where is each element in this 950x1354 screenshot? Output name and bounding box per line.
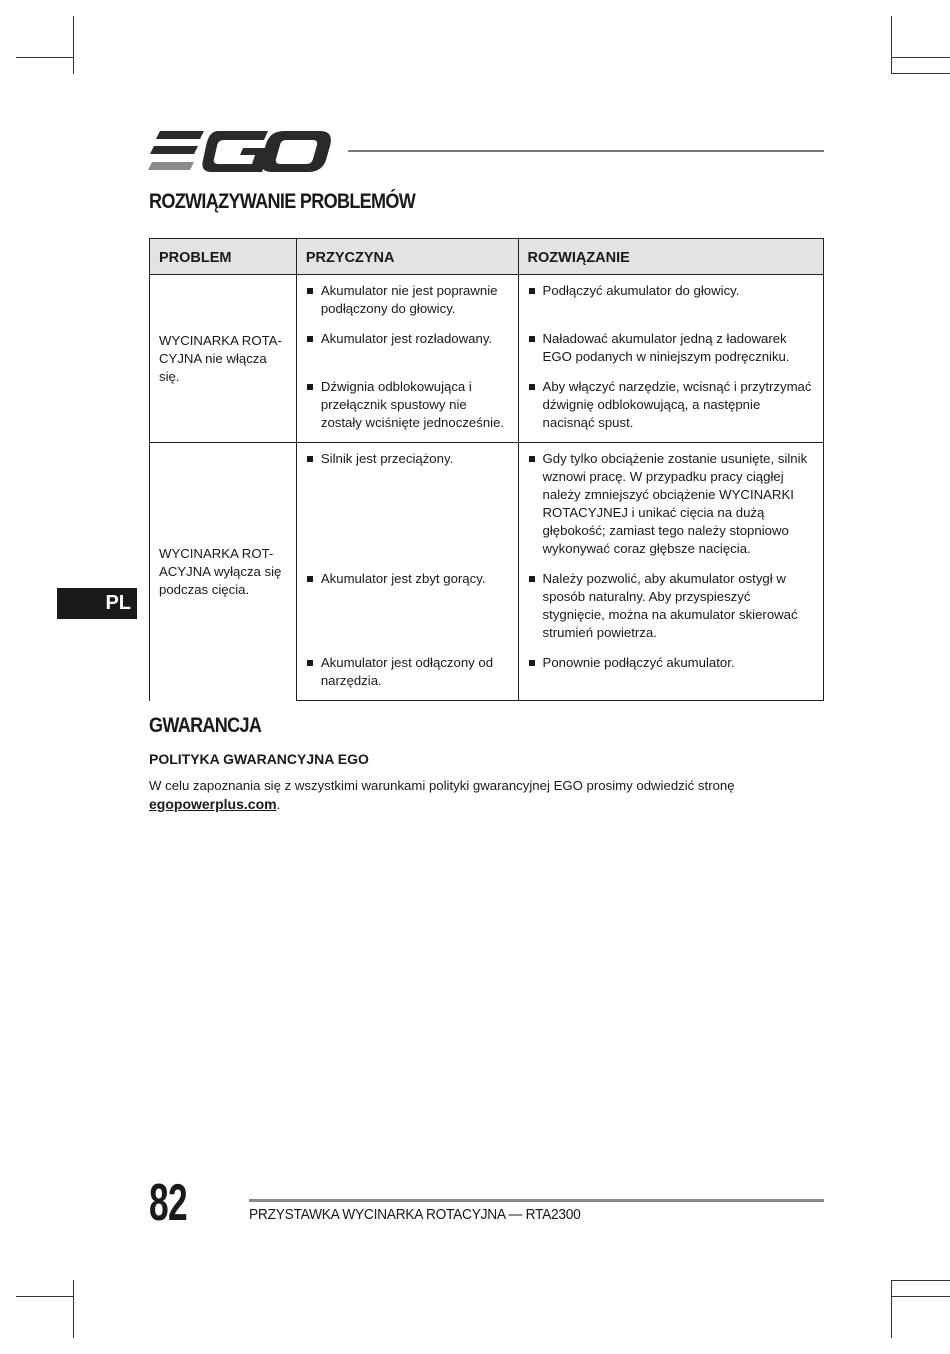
crop-mark [73, 16, 74, 74]
warranty-text: W celu zapoznania się z wszystkimi warunkami polityki gwarancyjnej EGO prosimy odwiedzić stronę egopowerplus.com. [149, 778, 735, 812]
solution-cell: Ponownie podłączyć akumulator. [518, 654, 823, 701]
bullet-icon [307, 576, 313, 582]
cause-cell: Akumulator nie jest poprawnie podłączony do głowicy. [296, 275, 518, 331]
cause-cell: Akumulator jest rozładowany. [296, 330, 518, 378]
column-header-cause: PRZYCZYNA [296, 239, 518, 275]
troubleshooting-table [149, 238, 824, 701]
footer-rule [249, 1199, 824, 1202]
bullet-icon [307, 336, 313, 342]
solution-cell: Aby włączyć narzędzie, wcisnąć i przytrzymać dźwignię odblokowującą, a następnie nacisnąć spust. [518, 378, 823, 443]
bullet-icon [529, 336, 535, 342]
solution-cell: Gdy tylko obciążenie zostanie usunięte, silnik wznowi pracę. W przypadku pracy ciągłej należy zmniejszyć obciążenie WYCINARKI ROTACYJNEJ i unikać cięcia na dużą głębokość; zamiast tego należy stopniowo wykonywać coraz głębsze nacięcia. [518, 443, 823, 571]
language-tab: PL [57, 588, 137, 619]
table-row [150, 275, 824, 331]
solution-cell: Naładować akumulator jedną z ładowarek EGO podanych w niniejszym podręczniku. [518, 330, 823, 378]
page-title: ROZWIĄZYWANIE PROBLEMÓW [149, 190, 416, 213]
warranty-link[interactable]: egopowerplus.com [149, 796, 277, 812]
page-number: 82 [149, 1174, 187, 1232]
crop-mark [891, 1296, 950, 1297]
crop-mark [891, 57, 950, 58]
bullet-icon [529, 456, 535, 462]
ego-logo [148, 128, 332, 174]
problem-cell: WYCINARKA ROT-ACYJNA wyłącza się podczas cięcia. [150, 443, 297, 701]
crop-mark [891, 1280, 892, 1338]
bullet-icon [529, 660, 535, 666]
cause-cell: Akumulator jest zbyt gorący. [296, 570, 518, 654]
bullet-icon [529, 576, 535, 582]
table-header-row [150, 239, 824, 275]
cause-cell: Silnik jest przeciążony. [296, 443, 518, 571]
crop-mark [891, 1280, 950, 1281]
cause-cell: Akumulator jest odłączony od narzędzia. [296, 654, 518, 701]
crop-mark [16, 1296, 74, 1297]
crop-mark [73, 1280, 74, 1338]
bullet-icon [529, 288, 535, 294]
crop-mark [891, 73, 950, 74]
cause-cell: Dźwignia odblokowująca i przełącznik spustowy nie zostały wciśnięte jednocześnie. [296, 378, 518, 443]
column-header-solution: ROZWIĄZANIE [518, 239, 823, 275]
problem-cell: WYCINARKA ROTA-CYJNA nie włącza się. [150, 275, 297, 443]
solution-cell: Podłączyć akumulator do głowicy. [518, 275, 823, 331]
solution-cell: Należy pozwolić, aby akumulator ostygł w sposób naturalny. Aby przyspieszyć stygnięcie, można na akumulator skierować strumień powietrza. [518, 570, 823, 654]
crop-mark [891, 16, 892, 74]
bullet-icon [529, 384, 535, 390]
bullet-icon [307, 384, 313, 390]
header-rule [348, 150, 824, 152]
table-row [150, 443, 824, 571]
bullet-icon [307, 660, 313, 666]
bullet-icon [307, 456, 313, 462]
footer-product-title: PRZYSTAWKA WYCINARKA ROTACYJNA — RTA2300 [249, 1207, 581, 1223]
bullet-icon [307, 288, 313, 294]
warranty-subheading: POLITYKA GWARANCYJNA EGO [149, 751, 369, 767]
column-header-problem: PROBLEM [150, 239, 297, 275]
warranty-heading: GWARANCJA [149, 714, 262, 737]
crop-mark [16, 57, 74, 58]
